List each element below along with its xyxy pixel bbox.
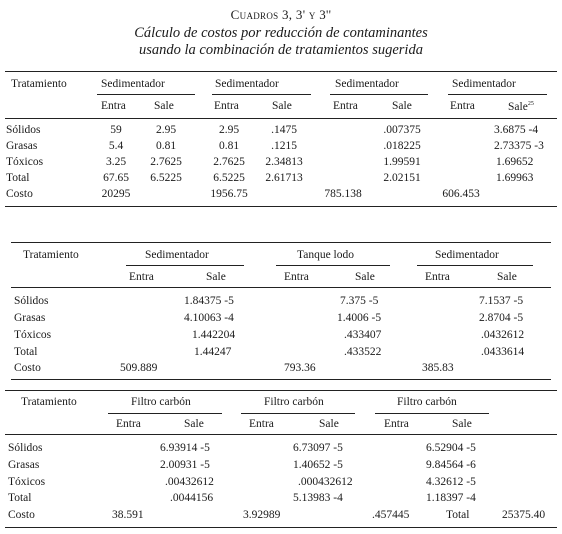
subheader-sale: Sale: [497, 271, 517, 283]
table-cell: 7.375 -5: [340, 295, 379, 307]
table-cell: 1.99591: [383, 156, 421, 168]
total-value: 25375.40: [502, 509, 546, 521]
table-cell: 6.52904 -5: [426, 442, 476, 454]
subheader-sale: Sale: [392, 100, 412, 112]
table-cell: .433522: [344, 346, 382, 358]
table-cell: 5.13983 -4: [293, 492, 343, 504]
table-cell: 1.4006 -5: [337, 312, 382, 324]
group-header: Sedimentador: [435, 249, 499, 261]
group-header: Filtro carbón: [131, 396, 191, 408]
table-cell: .433407: [344, 329, 382, 341]
subheader-sale: Sale: [206, 271, 226, 283]
table-cell: 2.00931 -5: [160, 459, 210, 471]
table-cell: 6.73097 -5: [293, 442, 343, 454]
table-cell: 1.84375 -5: [184, 295, 234, 307]
table-rule: [11, 242, 551, 243]
subheader-entra: Entra: [214, 100, 239, 112]
table-cell: .007375: [383, 124, 421, 136]
group-underline: [417, 265, 533, 266]
row-label: Tóxicos: [14, 329, 52, 341]
group-header: Tanque lodo: [297, 249, 355, 261]
table-cell: 38.591: [112, 509, 144, 521]
row-label: Tóxicos: [8, 476, 46, 488]
subheader-entra: Entra: [450, 100, 475, 112]
table-cell: 2.34813: [265, 156, 303, 168]
table-cell: 793.36: [284, 362, 316, 374]
subheader-sale: Sale: [355, 271, 375, 283]
table-cell: 2.7625: [150, 156, 182, 168]
table-cell: .000432612: [298, 476, 353, 488]
subheader-entra: Entra: [101, 100, 126, 112]
subheader-sale-text: Sale: [508, 101, 528, 113]
row-label: Sólidos: [6, 124, 41, 136]
table-cell: .0433614: [481, 346, 525, 358]
table-rule: [5, 71, 557, 72]
subheader-sale: Sale: [184, 418, 204, 430]
table-cell: 5.4: [108, 140, 124, 152]
table-cell: .1215: [271, 140, 297, 152]
row-label: Total: [8, 492, 32, 504]
group-header: Sedimentador: [335, 78, 399, 90]
subheader-entra: Entra: [249, 418, 274, 430]
table-cell: 20295: [101, 188, 131, 200]
group-header: Sedimentador: [215, 78, 279, 90]
table-cell: 1956.75: [210, 188, 248, 200]
table-caption-title-line1: Cálculo de costos por reducción de contaminantes: [134, 25, 428, 41]
group-underline: [448, 94, 547, 95]
total-label: Total: [446, 509, 470, 521]
table-caption-label: Cuadros 3, 3' y 3'': [230, 7, 332, 22]
row-label: Costo: [6, 188, 33, 200]
table-rule: [5, 206, 557, 207]
table-cell: 2.95: [155, 124, 177, 136]
table-cell: 6.5225: [213, 172, 245, 184]
table-cell: .457445: [372, 509, 410, 521]
row-label: Grasas: [14, 312, 46, 324]
table-cell: 1.442204: [192, 329, 236, 341]
table-cell: 3.25: [105, 156, 127, 168]
subheader-entra: Entra: [333, 100, 358, 112]
row-label: Grasas: [6, 140, 38, 152]
table-cell: 6.93914 -5: [160, 442, 210, 454]
table-cell: .018225: [383, 140, 421, 152]
table-rule: [11, 379, 551, 380]
table-cell: 1.69652: [496, 156, 534, 168]
table-cell: .00432612: [165, 476, 214, 488]
footnote-mark: 25: [527, 101, 534, 107]
subheader-sale: Sale: [452, 418, 472, 430]
subheader-entra: Entra: [129, 271, 154, 283]
group-header: Sedimentador: [145, 249, 209, 261]
group-header: Filtro carbón: [264, 396, 324, 408]
subheader-entra: Entra: [425, 271, 450, 283]
table-cell: 2.95: [218, 124, 240, 136]
table-cell: 785.138: [324, 188, 362, 200]
table-cell: 1.44247: [194, 346, 232, 358]
table-cell: 67.65: [103, 172, 129, 184]
group-underline: [241, 413, 355, 414]
table-caption-title-line2: usando la combinación de tratamientos sugerida: [139, 42, 423, 58]
table-cell: 0.81: [155, 140, 177, 152]
row-label: Grasas: [8, 459, 40, 471]
table-cell: 2.8704 -5: [479, 312, 524, 324]
table-cell: 1.18397 -4: [426, 492, 476, 504]
table-rule: [5, 390, 557, 391]
row-label: Tóxicos: [6, 156, 44, 168]
group-header: Sedimentador: [452, 78, 516, 90]
table-rule: [5, 527, 557, 528]
header-tratamiento: Tratamiento: [21, 396, 77, 408]
group-underline: [330, 94, 428, 95]
table-cell: 1.40652 -5: [293, 459, 343, 471]
table-cell: 2.73375 -3: [494, 140, 544, 152]
table-rule: [5, 434, 557, 435]
table-rule: [5, 118, 557, 119]
group-underline: [97, 94, 195, 95]
subheader-sale: Sale: [154, 100, 174, 112]
table-cell: 3.6875 -4: [494, 124, 539, 136]
group-underline: [108, 413, 222, 414]
table-cell: 3.92989: [243, 509, 281, 521]
table-cell: 1.69963: [496, 172, 534, 184]
table-rule: [11, 287, 551, 288]
subheader-entra: Entra: [284, 271, 309, 283]
table-cell: 2.7625: [213, 156, 245, 168]
table-cell: 7.1537 -5: [479, 295, 524, 307]
subheader-entra: Entra: [116, 418, 141, 430]
table-cell: 0.81: [218, 140, 240, 152]
group-underline: [212, 94, 311, 95]
subheader-sale: Sale: [272, 100, 292, 112]
table-cell: 6.5225: [150, 172, 182, 184]
group-underline: [276, 265, 390, 266]
subheader-sale: Sale: [319, 418, 339, 430]
row-label: Sólidos: [8, 442, 43, 454]
table-cell: 385.83: [422, 362, 454, 374]
row-label: Costo: [8, 509, 35, 521]
group-underline: [375, 413, 489, 414]
header-tratamiento: Tratamiento: [11, 78, 67, 90]
header-tratamiento: Tratamiento: [23, 249, 79, 261]
table-cell: 2.61713: [265, 172, 303, 184]
group-underline: [126, 265, 244, 266]
row-label: Total: [6, 172, 30, 184]
subheader-entra: Entra: [384, 418, 409, 430]
group-header: Filtro carbón: [397, 396, 457, 408]
table-cell: 4.32612 -5: [426, 476, 476, 488]
table-cell: 509.889: [120, 362, 158, 374]
table-cell: .1475: [271, 124, 297, 136]
table-cell: 9.84564 -6: [426, 459, 476, 471]
row-label: Sólidos: [14, 295, 49, 307]
table-cell: 2.02151: [383, 172, 421, 184]
row-label: Costo: [14, 362, 41, 374]
subheader-sale: [508, 101, 534, 114]
table-cell: 606.453: [442, 188, 480, 200]
table-cell: 59: [110, 124, 122, 136]
group-header: Sedimentador: [101, 78, 165, 90]
table-cell: .0432612: [481, 329, 525, 341]
table-cell: .0044156: [170, 492, 214, 504]
row-label: Total: [14, 346, 38, 358]
table-cell: 4.10063 -4: [184, 312, 234, 324]
